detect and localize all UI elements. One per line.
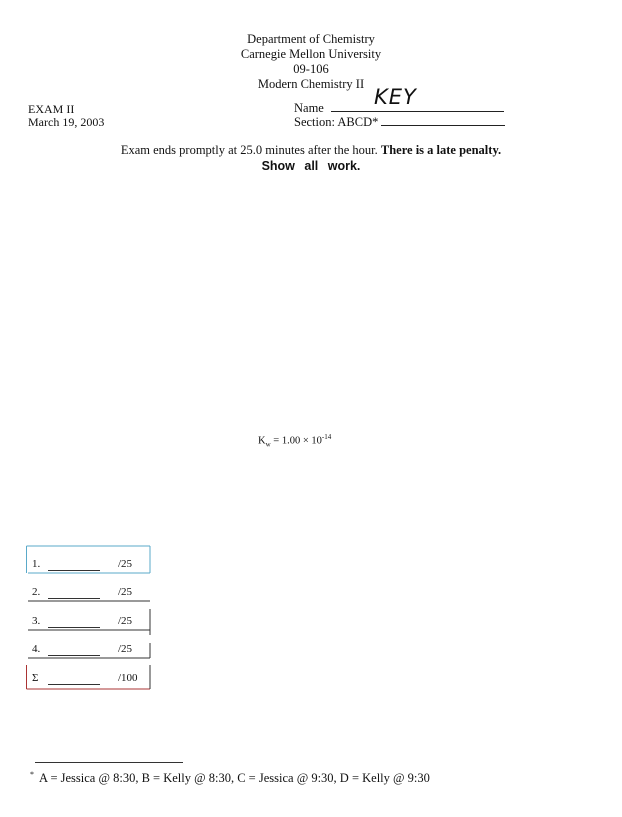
score-row-total: /25 — [118, 615, 133, 627]
footnote-separator — [35, 762, 183, 763]
score-row-label: 4. — [32, 643, 41, 655]
exam-name: EXAM II — [28, 102, 75, 116]
instructions-regular: Exam ends promptly at 25.0 minutes after the hour. — [120, 143, 378, 157]
score-row-label: 1. — [32, 558, 41, 570]
section-footnote — [30, 770, 430, 786]
course-number: 09-106 — [293, 62, 329, 76]
score-row-2 — [32, 586, 152, 602]
score-row-total: /25 — [118, 558, 133, 570]
university-name: Carnegie Mellon University — [240, 47, 382, 61]
section-label: Section: ABCD* — [294, 115, 379, 129]
score-input-line[interactable] — [48, 684, 100, 685]
name-handwritten-value: KEY — [374, 85, 417, 109]
name-label: Name — [294, 101, 324, 115]
score-input-line[interactable] — [48, 598, 100, 599]
constant-symbol: K — [258, 435, 266, 447]
course-title: Modern Chemistry II — [257, 77, 365, 91]
section-field-line[interactable] — [381, 125, 505, 126]
show-work-notice: Show all work. — [261, 159, 361, 173]
score-input-line[interactable] — [48, 570, 100, 571]
score-row-3 — [32, 615, 152, 631]
score-input-line[interactable] — [48, 655, 100, 656]
document-header — [0, 32, 622, 92]
score-row-total: /25 — [118, 643, 133, 655]
score-table — [26, 545, 151, 690]
name-field-line[interactable] — [331, 111, 504, 112]
late-penalty-notice: There is a late penalty. — [380, 143, 502, 157]
exam-instructions — [0, 143, 622, 158]
constant-subscript: w — [265, 440, 271, 449]
footnote-mark: * — [30, 770, 34, 779]
score-row-label: 3. — [32, 615, 41, 627]
score-input-line[interactable] — [48, 627, 100, 628]
score-row-label: Σ — [32, 672, 39, 684]
score-row-total: /25 — [118, 586, 133, 598]
department-name: Department of Chemistry — [247, 32, 375, 46]
exam-info — [28, 103, 104, 129]
score-row-4 — [32, 643, 152, 659]
exam-date: March 19, 2003 — [28, 115, 105, 129]
score-row-1 — [32, 558, 152, 574]
footnote-text: A = Jessica @ 8:30, B = Kelly @ 8:30, C = Jessica @ 9:30, D = Kelly @ 9:30 — [39, 771, 430, 786]
score-row-total: /100 — [118, 672, 138, 684]
score-row-label: 2. — [32, 586, 41, 598]
water-constant — [258, 433, 331, 449]
constant-exponent: -14 — [321, 433, 332, 441]
score-row-sum — [32, 672, 152, 688]
constant-value: = 1.00 × 10 — [273, 435, 322, 447]
